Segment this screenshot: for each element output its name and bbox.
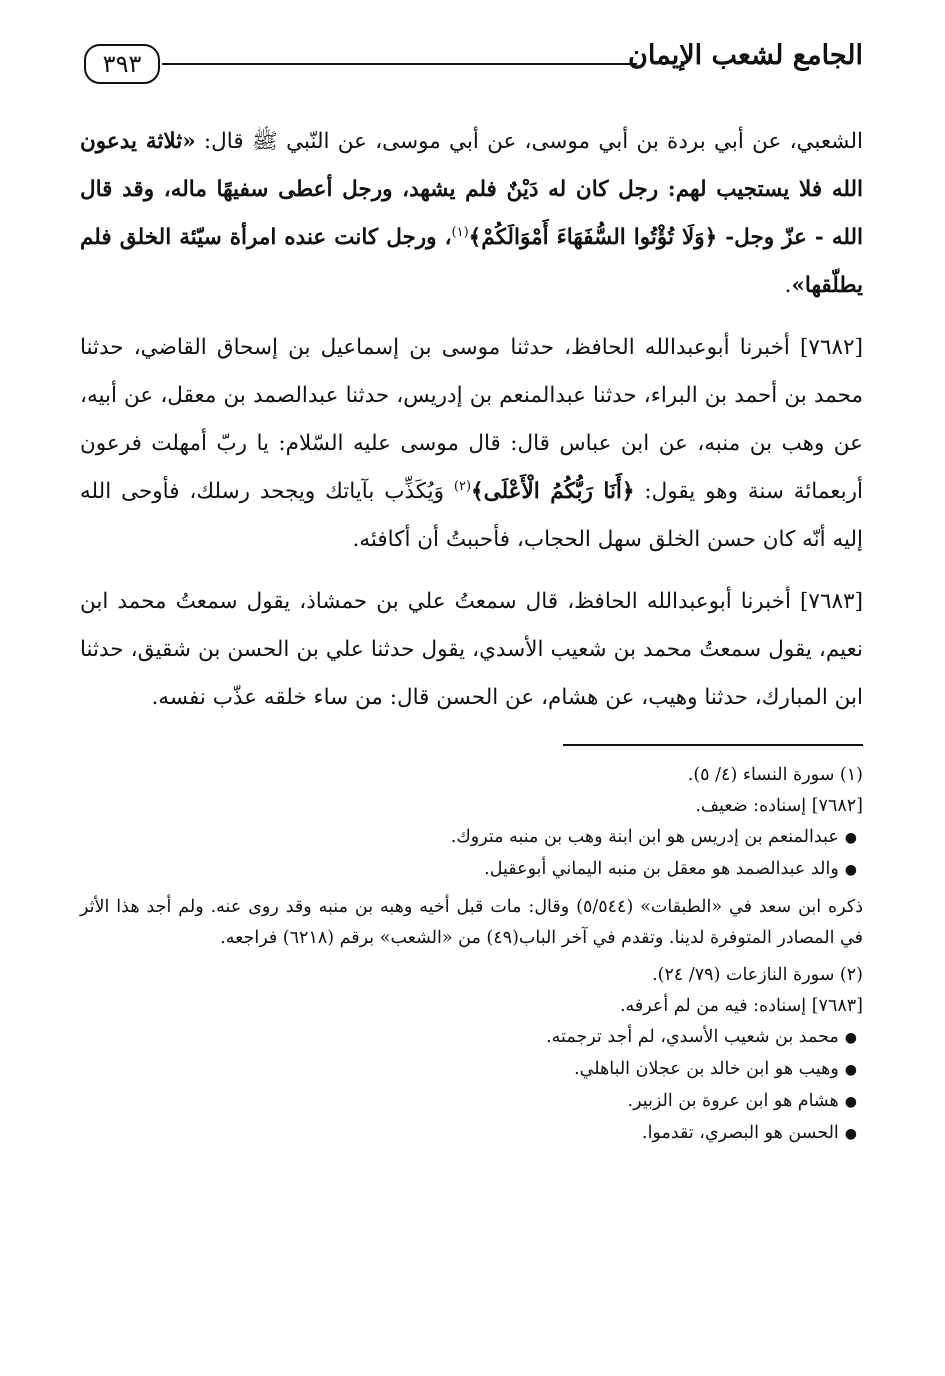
p2-text-2: وَيُكَذِّب بآياتك ويجحد رسلك، فأوحى الله إليه أنّه كان حسن الخلق سهل الحجاب، فأحببتُ أن أكافئه.	[80, 479, 863, 552]
bullet-icon: ●	[844, 1062, 857, 1078]
p1-quran-verse: ﴿وَلَا تُؤْتُوا السُّفَهَاءَ أَمْوَالَكُمْ﴾	[468, 225, 718, 250]
footnote-2-bullets	[80, 1022, 863, 1150]
footnote-1-note: ذكره ابن سعد في «الطبقات» (٥/٥٤٤) وقال: مات قبل أخيه وهبه بن منبه وقد روى عنه. ولم أجد هذا الأثر في المصادر المتوفرة لدينا. وتقدم في آخر الباب(٤٩) من «الشعب» برقم (٦٢١٨) فراجعه.	[80, 897, 864, 948]
header-rule	[162, 63, 637, 65]
p1-end: .	[784, 273, 792, 298]
running-title: الجامع لشعب الإيمان	[628, 40, 863, 71]
footnote-ref-1: (١)	[451, 224, 469, 240]
p2-text-1: [٧٦٨٢] أخبرنا أبوعبدالله الحافظ، حدثنا موسى بن إسماعيل بن إسحاق القاضي، حدثنا محمد بن أحمد بن البراء، حدثنا عبدالمنعم بن إدريس، حدثنا عبدالصمد بن معقل، عن أبيه، عن وهب بن منبه، عن ابن عباس قال: قال موسى عليه السّلام: يا ربّ أمهلت فرعون أربعمائة سنة وهو يقول:	[80, 335, 863, 504]
book-page	[80, 30, 863, 1150]
footnote-2: (٢) سورة النازعات (٧٩/ ٢٤).	[652, 965, 863, 985]
bullet-icon: ●	[844, 830, 857, 846]
list-item: ●هشام هو ابن عروة بن الزبير.	[80, 1086, 863, 1118]
page-number: ٣٩٣	[102, 50, 142, 78]
list-item: ●والد عبدالصمد هو معقل بن منبه اليماني أبوعقيل.	[80, 854, 863, 886]
footnote-separator	[563, 744, 863, 746]
footnote-1: (١) سورة النساء (٤/ ٥).	[687, 765, 863, 785]
p1-text-1: الشعبي، عن أبي بردة بن أبي موسى، عن أبي موسى، عن النّبي ﷺ قال:	[195, 129, 863, 154]
bullet-icon: ●	[844, 862, 857, 878]
list-item: ●عبدالمنعم بن إدريس هو ابن ابنة وهب بن منبه متروك.	[80, 822, 863, 854]
footnote-2-isnad: [٧٦٨٣] إسناده: فيه من لم أعرفه.	[619, 996, 863, 1016]
list-item: ●محمد بن شعيب الأسدي، لم أجد ترجمته.	[80, 1022, 863, 1054]
footnote-separator-wrap	[80, 744, 863, 746]
p2-quran-verse: ﴿أَنَا رَبُّكُمُ الْأَعْلَى﴾	[471, 479, 635, 504]
page-header	[80, 30, 863, 92]
bullet-icon: ●	[844, 1030, 857, 1046]
bullet-icon: ●	[844, 1126, 857, 1142]
paragraph-1	[80, 118, 863, 310]
p1-hadith-text-2: ، ورجل كانت عنده امرأة سيّئة الخلق فلم يطلّقها»	[80, 225, 863, 298]
paragraph-3: [٧٦٨٣] أخبرنا أبوعبدالله الحافظ، قال سمعتُ علي بن حمشاذ، يقول سمعتُ محمد ابن نعيم، يقول سمعتُ محمد بن شعيب الأسدي، يقول حدثنا علي بن الحسن بن شقيق، حدثنا ابن المبارك، حدثنا وهيب، عن هشام، عن الحسن قال: من ساء خلقه عذّب نفسه.	[80, 589, 863, 710]
list-item: ●الحسن هو البصري، تقدموا.	[80, 1118, 863, 1150]
list-item: ●وهيب هو ابن خالد بن عجلان الباهلي.	[80, 1054, 863, 1086]
page-number-badge	[84, 44, 160, 84]
bullet-icon: ●	[844, 1094, 857, 1110]
main-text	[80, 118, 863, 722]
paragraph-2	[80, 324, 863, 564]
footnote-ref-2: (٢)	[453, 478, 472, 494]
footnotes	[80, 760, 863, 1150]
p1-hadith-text: «ثلاثة يدعون الله فلا يستجيب لهم: رجل كان له دَيْنٌ فلم يشهد، ورجل أعطى سفيهًا ماله، وقد قال الله - عزّ وجل-	[80, 129, 863, 250]
footnote-1-isnad: [٧٦٨٢] إسناده: ضعيف.	[695, 796, 863, 816]
footnote-1-bullets	[80, 822, 863, 886]
